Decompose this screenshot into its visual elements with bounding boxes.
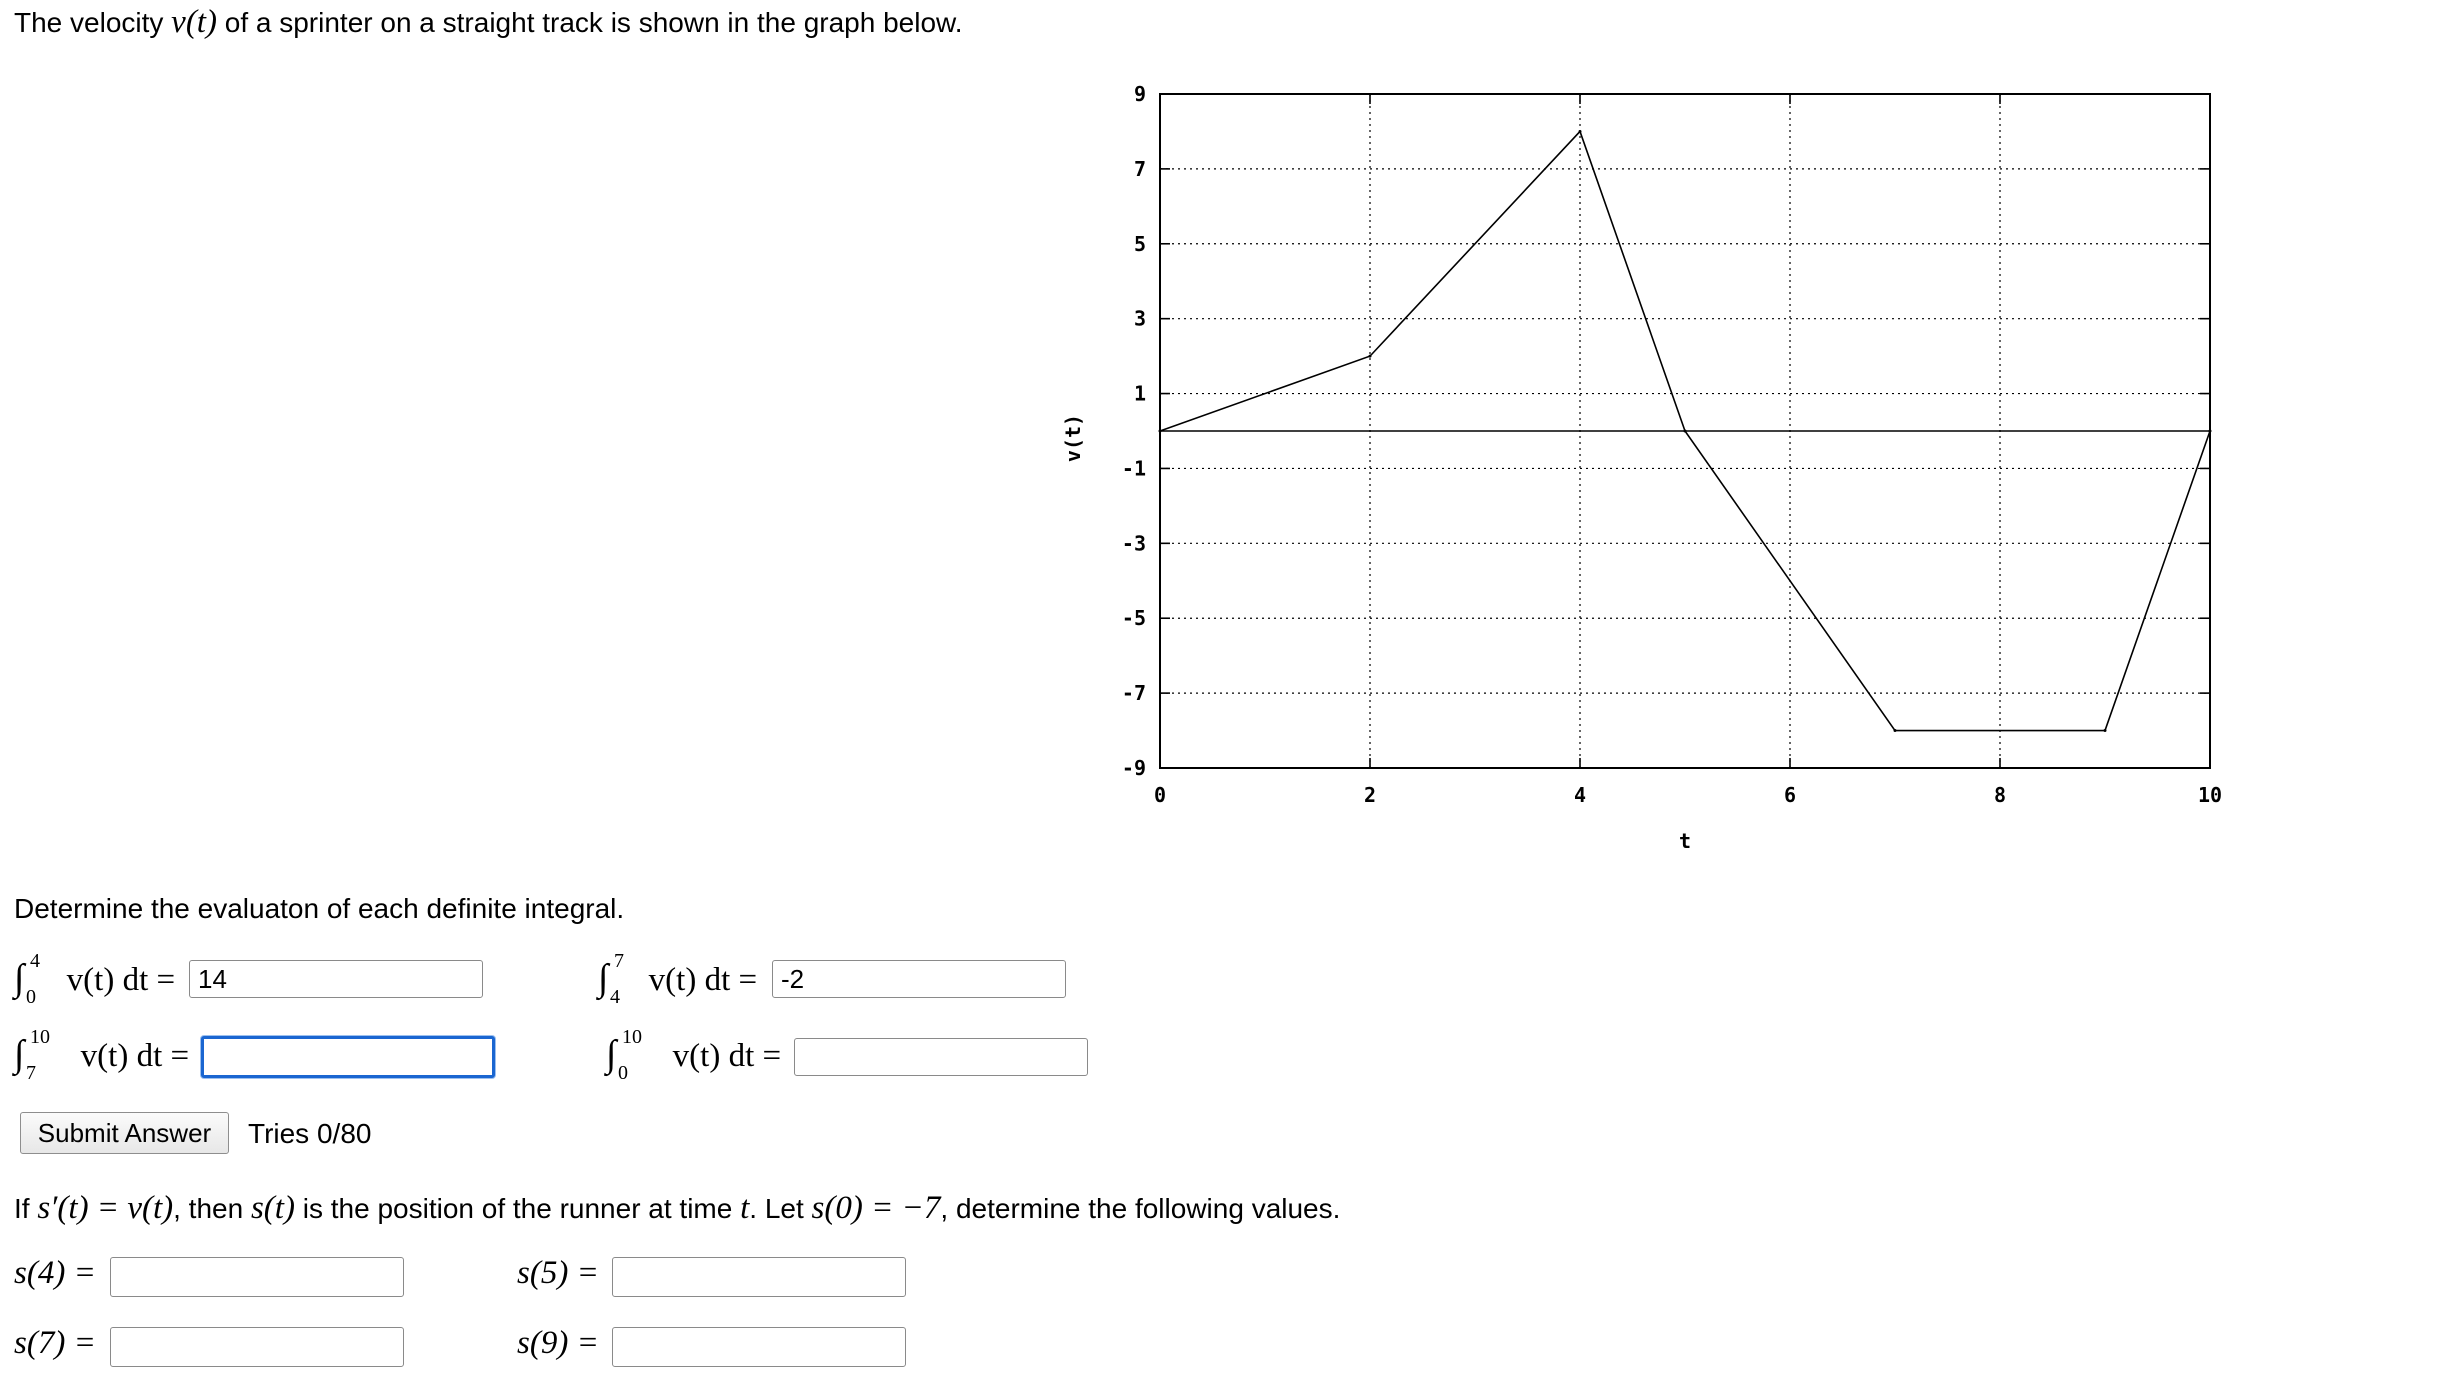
s5-label: s(5) = xyxy=(517,1255,599,1291)
position-instruction: If s′(t) = v(t), then s(t) is the position of the runner at time t. Let s(0) = −7, determine the following values. xyxy=(14,1190,1341,1226)
x-tick-label: 10 xyxy=(2197,783,2223,807)
integral-sign: ∫ 10 7 xyxy=(14,1026,50,1084)
integral-0-10-label: ∫ 10 0 v(t) dt = xyxy=(606,1026,782,1084)
velocity-point xyxy=(1684,430,1687,433)
y-tick-label: -9 xyxy=(1121,756,1146,780)
s7-label: s(7) = xyxy=(14,1325,96,1361)
y-tick-label: 5 xyxy=(1133,231,1146,256)
velocity-point xyxy=(1894,729,1897,732)
integral-7-10-label: ∫ 10 7 v(t) dt = xyxy=(14,1026,190,1084)
intro-func: v(t) xyxy=(171,4,217,40)
integral-7-10-input[interactable] xyxy=(201,1036,495,1078)
x-tick-label: 8 xyxy=(1993,783,2007,807)
submit-answer-button[interactable]: Submit Answer xyxy=(20,1112,229,1154)
s9-input[interactable] xyxy=(612,1327,906,1367)
y-tick-label: 3 xyxy=(1133,306,1146,331)
x-axis-label: t xyxy=(1678,829,1692,853)
x-tick-label: 2 xyxy=(1363,783,1377,807)
x-tick-label: 0 xyxy=(1153,783,1167,807)
velocity-point xyxy=(1579,130,1582,133)
integral-0-10-input[interactable] xyxy=(794,1038,1088,1076)
integral-4-7-label: ∫ 7 4 v(t) dt = xyxy=(598,950,758,1008)
x-tick-label: 4 xyxy=(1573,783,1587,807)
tries-counter: Tries 0/80 xyxy=(248,1118,372,1149)
s9-label: s(9) = xyxy=(517,1325,599,1361)
velocity-point xyxy=(1369,355,1372,358)
y-axis-label: v(t) xyxy=(1061,413,1085,463)
velocity-graph xyxy=(1060,70,2240,870)
s4-input[interactable] xyxy=(110,1257,404,1297)
velocity-point xyxy=(1159,430,1162,433)
velocity-point xyxy=(2209,430,2212,433)
y-tick-label: -7 xyxy=(1121,681,1146,706)
s7-input[interactable] xyxy=(110,1327,404,1367)
integral-sign: ∫ 10 0 xyxy=(606,1026,642,1084)
y-tick-label: 1 xyxy=(1133,381,1146,406)
integrals-instruction: Determine the evaluaton of each definite integral. xyxy=(14,893,625,924)
intro-text: The velocity v(t) of a sprinter on a straight track is shown in the graph below. xyxy=(14,4,963,40)
y-tick-label: -3 xyxy=(1121,531,1146,556)
s5-input[interactable] xyxy=(612,1257,906,1297)
y-tick-label: -5 xyxy=(1121,606,1146,631)
integral-sign: ∫ 7 4 xyxy=(598,950,624,1008)
y-tick-label: 9 xyxy=(1133,82,1146,106)
x-tick-label: 6 xyxy=(1783,783,1797,807)
integral-0-4-label: ∫ 4 0 v(t) dt = xyxy=(14,950,176,1008)
y-tick-label: 7 xyxy=(1133,156,1146,181)
y-tick-label: -1 xyxy=(1121,456,1146,481)
s4-label: s(4) = xyxy=(14,1255,96,1291)
velocity-point xyxy=(2104,729,2107,732)
integral-sign: ∫ 4 0 xyxy=(14,950,40,1008)
integral-0-4-input[interactable] xyxy=(189,960,483,998)
integral-4-7-input[interactable] xyxy=(772,960,1066,998)
